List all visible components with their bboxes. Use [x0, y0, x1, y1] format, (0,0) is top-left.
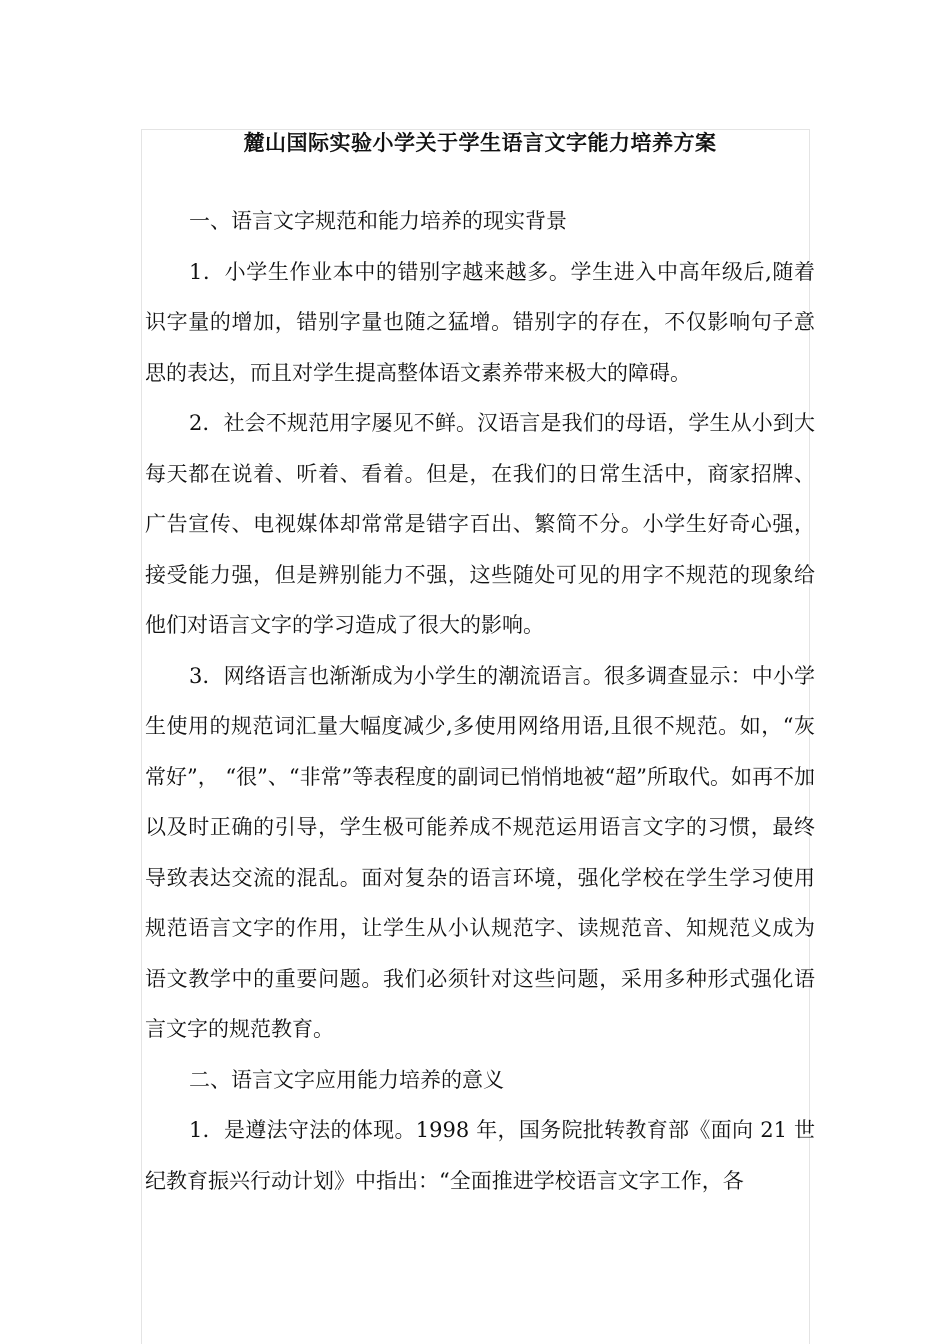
document-body: [145, 128, 815, 1206]
section-1-paragraph-3: 3．网络语言也渐渐成为小学生的潮流语言。很多调查显示：中小学生使用的规范词汇量大幅度减少,多使用网络用语,且很不规范。如，“灰常好”， “很”、“非常”等表程度的副词已悄悄地被“超”所取代。如再不加以及时正确的引导，学生极可能养成不规范运用语言文字的习惯，最终导致表达交流的混乱。面对复杂的语言环境，强化学校在学生学习使用规范语言文字的作用，让学生从小认规范字、读规范音、知规范义成为语文教学中的重要问题。我们必须针对这些问题，采用多种形式强化语言文字的规范教育。: [145, 663, 815, 1041]
section-1-heading: 一、语言文字规范和能力培养的现实背景: [189, 209, 567, 233]
document-title: 麓山国际实验小学关于学生语言文字能力培养方案: [243, 130, 717, 155]
section-2-paragraph-1: 1．是遵法守法的体现。1998 年，国务院批转教育部《面向 21 世纪教育振兴行动计划》中指出：“全面推进学校语言文字工作，各: [145, 1118, 815, 1193]
section-2-heading: 二、语言文字应用能力培养的意义: [189, 1067, 504, 1092]
section-2: [145, 1055, 815, 1207]
section-1-paragraph-2: 2．社会不规范用字屡见不鲜。汉语言是我们的母语，学生从小到大每天都在说着、听着、看着。但是，在我们的日常生活中，商家招牌、广告宣传、电视媒体却常常是错字百出、繁简不分。小学生好奇心强，接受能力强，但是辨别能力不强，这些随处可见的用字不规范的现象给他们对语言文字的学习造成了很大的影响。: [145, 411, 815, 637]
section-1-paragraph-1: 1．小学生作业本中的错别字越来越多。学生进入中高年级后,随着识字量的增加，错别字量也随之猛增。错别字的存在，不仅影响句子意思的表达，而且对学生提高整体语文素养带来极大的障碍。: [145, 259, 815, 385]
section-1: [145, 196, 815, 1055]
